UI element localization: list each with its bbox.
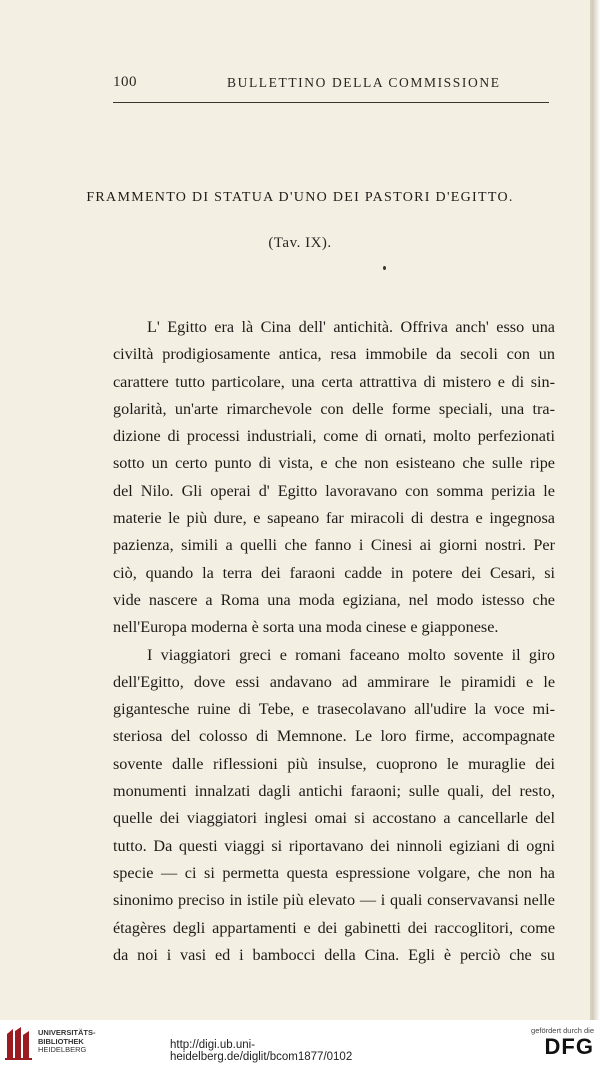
page-number: 100 [113,74,137,90]
header-rule [113,102,549,103]
journal-title: BULLETTINO DELLA COMMISSIONE [227,75,501,90]
paragraph-2-line: steriosa del colosso di Memnone. Le loro firme, accompagnate [113,727,555,746]
paragraph-1-line: materie le più dure, e sapeano far miracoli di destra e ingegnosa [113,509,555,528]
funding-credit [522,1026,594,1059]
library-name-line: HEIDELBERG [38,1045,87,1055]
paragraph-1-line: dizione di processi industriali, come di ornati, molto perfezionati [113,427,555,446]
ink-speck [383,266,386,270]
paragraph-1-line: vide nascere a Roma una moda egiziana, nel modo istesso che [113,590,555,609]
university-library-name [38,1029,96,1055]
paragraph-1-line: pazienza, simili a quelli che fanno i Cinesi ai giorni nostri. Per [113,536,555,555]
paragraph-2-line: dell'Egitto, dove essi andavano ad ammirare le piramidi e le [113,672,555,691]
running-head [113,74,549,94]
paragraph-1-line: civiltà prodigiosamente antica, resa immobile da secoli con un [113,345,555,364]
paragraph-1-line: carattere tutto particolare, una certa attrattiva di mistero e di sin- [113,372,555,391]
article-body [113,314,555,969]
paragraph-2-line: sinonimo preciso in istile più elevato — i quali conservavansi nelle [113,891,555,910]
paragraph-1-line: nell'Europa moderna è sorta una moda cinese e giapponese. [113,618,499,637]
library-name-line: UNIVERSITÄTS- [38,1028,96,1037]
plate-reference: (Tav. IX). [268,235,332,251]
page-edge-shadow [592,0,600,1020]
paragraph-1-line: golarità, un'arte rimarchevole con delle forme speciali, una tra- [113,399,555,418]
paragraph-2-line: specie — ci si permetta questa espressione volgare, che non ha [113,863,555,882]
paragraph-2-line: monumenti innalzati dagli antichi faraoni; sulle quali, del resto, [113,782,555,801]
university-library-logo-icon [4,1026,34,1060]
funding-label: gefördert durch die [531,1026,594,1035]
paragraph-1-line: del Nilo. Gli operai d' Egitto lavoravano con somma perizia le [113,481,555,500]
digital-library-url[interactable]: http://digi.ub.uni-heidelberg.de/diglit/bcom1877/0102 [170,1039,353,1063]
paragraph-2-line: I viaggiatori greci e romani faceano molto sovente il giro [147,645,555,664]
footer-bar [0,1020,600,1071]
article-title: FRAMMENTO DI STATUA D'UNO DEI PASTORI D'EGITTO. [86,190,514,205]
dfg-logo: DFG [544,1034,594,1059]
paragraph-2-line: tutto. Da questi viaggi si riportavano dei ninnoli egiziani di ogni [113,836,555,855]
paragraph-1-line: ciò, quando la terra dei faraoni cadde in potere dei Cesari, si [113,563,555,582]
paragraph-2-line: da noi i vasi ed i bambocci della Cina. Egli è perciò che su [113,945,555,964]
paragraph-2-line: sovente dalle riflessioni più insulse, cuoprono le muraglie dei [113,754,555,773]
library-name-line: BIBLIOTHEK [38,1036,84,1046]
paragraph-2-line: gigantesche ruine di Tebe, e trasecolavano all'udire la voce mi- [113,700,555,719]
paragraph-2-line: quelle dei viaggiatori inglesi omai si accostano a cancellarle del [113,809,555,828]
paragraph-2-line: étagères degli appartamenti e dei gabinetti dei raccoglitori, come [113,918,555,937]
paragraph-1-line: sotto un certo punto di vista, e che non esisteano che sulle ripe [113,454,555,473]
paragraph-1-line: L' Egitto era là Cina dell' antichità. Offriva anch' esso una [147,318,555,336]
